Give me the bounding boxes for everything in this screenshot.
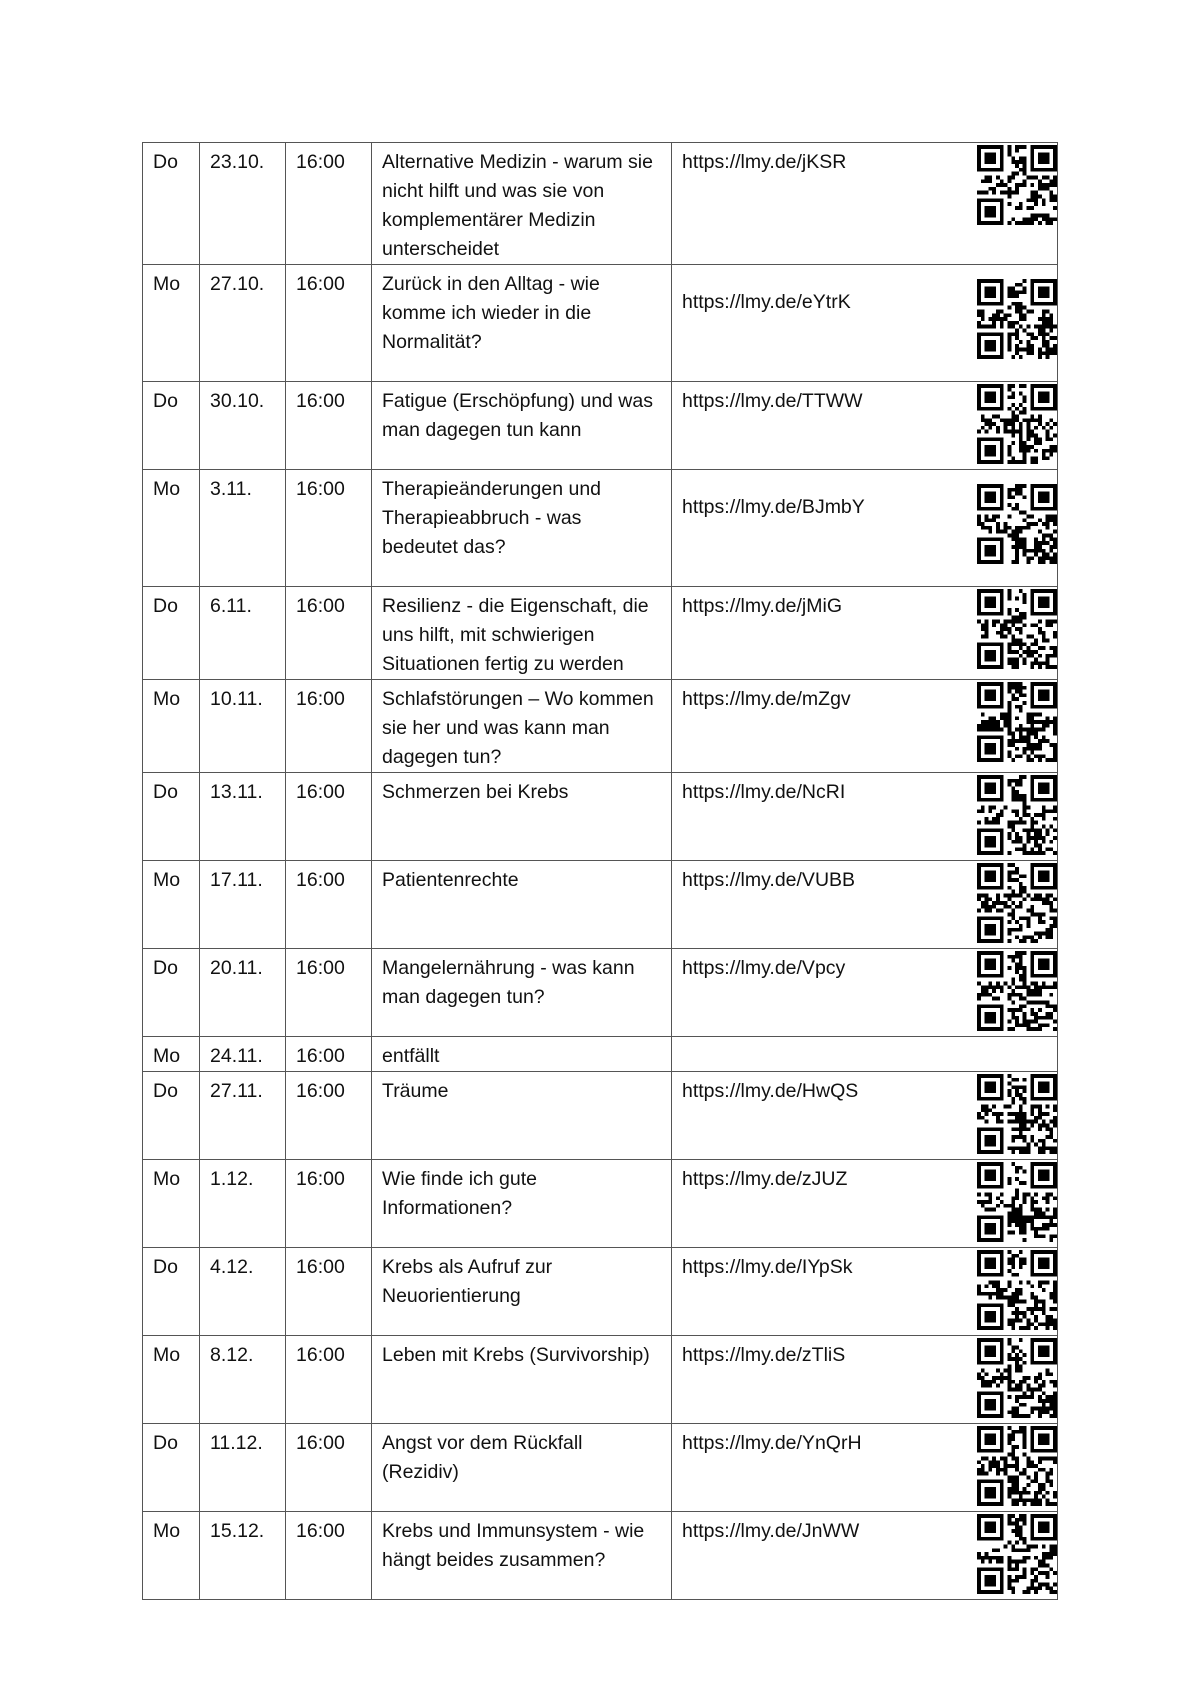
day-cell: Mo [143, 1512, 200, 1600]
schedule-table [142, 142, 1058, 1600]
time-cell: 16:00 [286, 1512, 372, 1600]
day-cell: Do [143, 587, 200, 680]
event-link[interactable]: https://lmy.de/mZgv [682, 688, 851, 710]
time-cell: 16:00 [286, 1424, 372, 1512]
table-row [143, 143, 1058, 265]
link-cell [672, 773, 1058, 861]
event-link[interactable]: https://lmy.de/jMiG [682, 595, 843, 617]
event-link[interactable]: https://lmy.de/zJUZ [682, 1168, 848, 1190]
topic-cell: Träume [372, 1072, 672, 1160]
topic-cell: Resilienz - die Eigenschaft, die uns hilft, mit schwierigen Situationen fertig zu werden [372, 587, 672, 680]
date-cell: 10.11. [200, 680, 286, 773]
time-cell: 16:00 [286, 143, 372, 265]
qr-code-icon[interactable] [977, 1514, 1057, 1594]
topic-cell: Schlafstörungen – Wo kommen sie her und was kann man dagegen tun? [372, 680, 672, 773]
qr-code-icon[interactable] [977, 1074, 1057, 1154]
time-cell: 16:00 [286, 949, 372, 1037]
table-row [143, 680, 1058, 773]
day-cell: Do [143, 1072, 200, 1160]
topic-cell: Patientenrechte [372, 861, 672, 949]
time-cell: 16:00 [286, 382, 372, 470]
link-cell [672, 949, 1058, 1037]
event-link[interactable]: https://lmy.de/NcRI [682, 781, 846, 803]
qr-code-icon[interactable] [977, 384, 1057, 464]
date-cell: 27.11. [200, 1072, 286, 1160]
date-cell: 17.11. [200, 861, 286, 949]
day-cell: Mo [143, 1336, 200, 1424]
link-cell [672, 1037, 1058, 1072]
qr-code-icon[interactable] [977, 863, 1057, 943]
schedule-body [143, 143, 1058, 1600]
date-cell: 11.12. [200, 1424, 286, 1512]
table-row [143, 265, 1058, 382]
time-cell: 16:00 [286, 1248, 372, 1336]
day-cell: Do [143, 382, 200, 470]
table-row [143, 773, 1058, 861]
day-cell: Do [143, 143, 200, 265]
time-cell: 16:00 [286, 587, 372, 680]
table-row [143, 470, 1058, 587]
date-cell: 15.12. [200, 1512, 286, 1600]
day-cell: Mo [143, 861, 200, 949]
time-cell: 16:00 [286, 1037, 372, 1072]
qr-code-icon[interactable] [977, 279, 1057, 359]
time-cell: 16:00 [286, 265, 372, 382]
date-cell: 8.12. [200, 1336, 286, 1424]
time-cell: 16:00 [286, 861, 372, 949]
qr-code-icon[interactable] [977, 1162, 1057, 1242]
event-link[interactable]: https://lmy.de/HwQS [682, 1080, 859, 1102]
topic-cell: Leben mit Krebs (Survivorship) [372, 1336, 672, 1424]
date-cell: 1.12. [200, 1160, 286, 1248]
topic-cell: Mangelernährung - was kann man dagegen tun? [372, 949, 672, 1037]
topic-cell: Krebs und Immunsystem - wie hängt beides zusammen? [372, 1512, 672, 1600]
link-cell [672, 1248, 1058, 1336]
event-link[interactable]: https://lmy.de/BJmbY [682, 496, 865, 518]
time-cell: 16:00 [286, 1336, 372, 1424]
qr-code-icon[interactable] [977, 1338, 1057, 1418]
link-cell [672, 1160, 1058, 1248]
topic-cell: Fatigue (Erschöpfung) und was man dagegen tun kann [372, 382, 672, 470]
table-row [143, 382, 1058, 470]
qr-code-icon[interactable] [977, 775, 1057, 855]
day-cell: Mo [143, 680, 200, 773]
day-cell: Do [143, 1248, 200, 1336]
link-cell [672, 1424, 1058, 1512]
date-cell: 13.11. [200, 773, 286, 861]
link-cell [672, 861, 1058, 949]
event-link[interactable]: https://lmy.de/zTliS [682, 1344, 846, 1366]
event-link[interactable]: https://lmy.de/jKSR [682, 151, 847, 173]
date-cell: 6.11. [200, 587, 286, 680]
date-cell: 23.10. [200, 143, 286, 265]
link-cell [672, 470, 1058, 587]
event-link[interactable]: https://lmy.de/YnQrH [682, 1432, 862, 1454]
event-link[interactable]: https://lmy.de/VUBB [682, 869, 856, 891]
table-row [143, 1072, 1058, 1160]
time-cell: 16:00 [286, 1072, 372, 1160]
table-row [143, 1160, 1058, 1248]
date-cell: 27.10. [200, 265, 286, 382]
time-cell: 16:00 [286, 773, 372, 861]
date-cell: 3.11. [200, 470, 286, 587]
table-row [143, 1336, 1058, 1424]
date-cell: 4.12. [200, 1248, 286, 1336]
topic-cell: Alternative Medizin - warum sie nicht hilft und was sie von komplementärer Medizin unterscheidet [372, 143, 672, 265]
qr-code-icon[interactable] [977, 1426, 1057, 1506]
event-link[interactable]: https://lmy.de/Vpcy [682, 957, 846, 979]
link-cell [672, 1336, 1058, 1424]
day-cell: Do [143, 773, 200, 861]
qr-code-icon[interactable] [977, 145, 1057, 225]
link-cell [672, 382, 1058, 470]
topic-cell: Angst vor dem Rückfall (Rezidiv) [372, 1424, 672, 1512]
day-cell: Mo [143, 265, 200, 382]
day-cell: Mo [143, 470, 200, 587]
date-cell: 30.10. [200, 382, 286, 470]
time-cell: 16:00 [286, 680, 372, 773]
date-cell: 20.11. [200, 949, 286, 1037]
day-cell: Do [143, 949, 200, 1037]
topic-cell: Therapieänderungen und Therapieabbruch - was bedeutet das? [372, 470, 672, 587]
link-cell [672, 143, 1058, 265]
topic-cell: Krebs als Aufruf zur Neuorientierung [372, 1248, 672, 1336]
day-cell: Mo [143, 1160, 200, 1248]
topic-cell: Zurück in den Alltag - wie komme ich wieder in die Normalität? [372, 265, 672, 382]
time-cell: 16:00 [286, 470, 372, 587]
qr-code-icon[interactable] [977, 1250, 1057, 1330]
qr-code-icon[interactable] [977, 484, 1057, 564]
qr-code-icon[interactable] [977, 589, 1057, 669]
table-row [143, 587, 1058, 680]
time-cell: 16:00 [286, 1160, 372, 1248]
event-link[interactable]: https://lmy.de/TTWW [682, 390, 863, 412]
table-row [143, 949, 1058, 1037]
qr-code-icon[interactable] [977, 951, 1057, 1031]
link-cell [672, 587, 1058, 680]
topic-cell: entfällt [372, 1037, 672, 1072]
day-cell: Do [143, 1424, 200, 1512]
table-row [143, 1424, 1058, 1512]
table-row [143, 1512, 1058, 1600]
link-cell [672, 265, 1058, 382]
table-row [143, 861, 1058, 949]
link-cell [672, 680, 1058, 773]
link-cell [672, 1512, 1058, 1600]
event-link[interactable]: https://lmy.de/IYpSk [682, 1256, 853, 1278]
topic-cell: Schmerzen bei Krebs [372, 773, 672, 861]
topic-cell: Wie finde ich gute Informationen? [372, 1160, 672, 1248]
date-cell: 24.11. [200, 1037, 286, 1072]
event-link[interactable]: https://lmy.de/eYtrK [682, 291, 851, 313]
table-row [143, 1037, 1058, 1072]
table-row [143, 1248, 1058, 1336]
day-cell: Mo [143, 1037, 200, 1072]
link-cell [672, 1072, 1058, 1160]
event-link[interactable]: https://lmy.de/JnWW [682, 1520, 860, 1542]
qr-code-icon[interactable] [977, 682, 1057, 762]
